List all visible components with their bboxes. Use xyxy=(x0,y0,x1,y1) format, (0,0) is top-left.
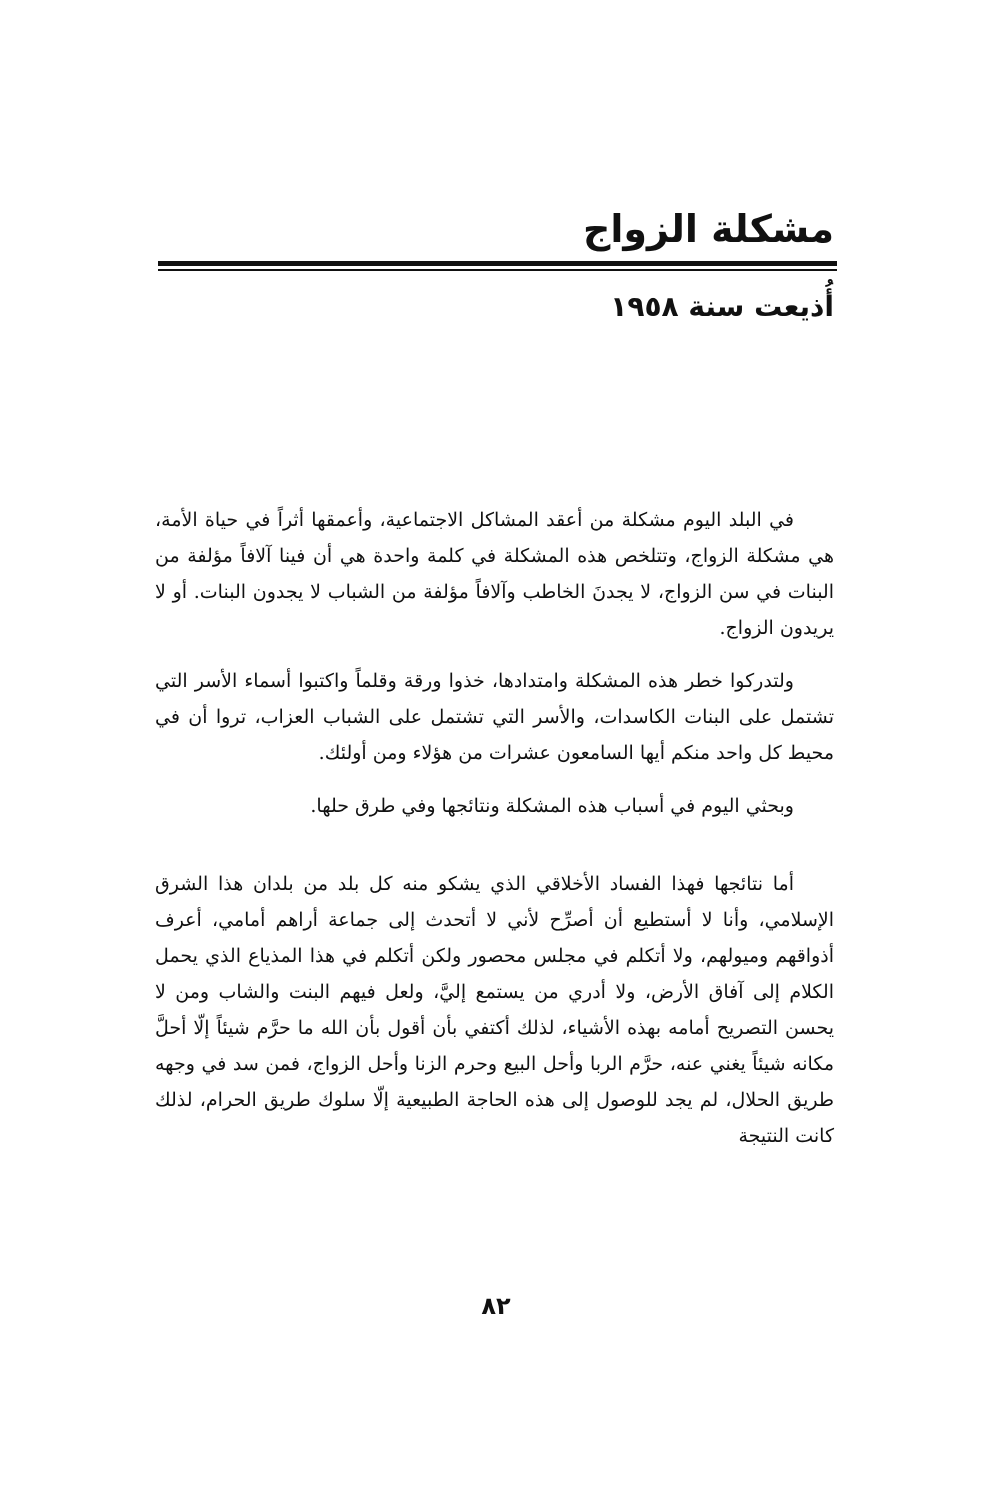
paragraph-1: في البلد اليوم مشكلة من أعقد المشاكل الاجتماعية، وأعمقها أثراً في حياة الأمة، هي مشكلة الزواج، وتتلخص هذه المشكلة في كلمة واحدة هي أن فينا آلافاً مؤلفة من البنات في سن الزواج، لا يجدنَ الخاطب وآلافاً مؤلفة من الشباب لا يجدون البنات. أو لا يريدون الزواج. xyxy=(155,509,834,639)
paragraph-2: ولتدركوا خطر هذه المشكلة وامتدادها، خذوا ورقة وقلماً واكتبوا أسماء الأسر التي تشتمل على البنات الكاسدات، والأسر التي تشتمل على الشباب العزاب، تروا أن في محيط كل واحد منكم أيها السامعون عشرات من هؤلاء ومن أولئك. xyxy=(155,670,834,764)
page-number: ٨٢ xyxy=(481,1292,511,1320)
paragraph-3: وبحثي اليوم في أسباب هذه المشكلة ونتائجها وفي طرق حلها. xyxy=(310,795,794,817)
paragraph-4: أما نتائجها فهذا الفساد الأخلاقي الذي يشكو منه كل بلد من بلدان هذا الشرق الإسلامي، وأنا لا أستطيع أن أصرِّح لأني لا أتحدث إلى جماعة أراهم أمامي، أعرف أذواقهم وميولهم، ولا أتكلم في مجلس محصور ولكن أتكلم في هذا المذياع الذي يحمل الكلام إلى آفاق الأرض، ولا أدري من يستمع إليَّ، ولعل فيهم البنت والشاب ومن لا يحسن التصريح أمامه بهذه الأشياء، لذلك أكتفي بأن أقول بأن الله ما حرَّم شيئاً إلّا أحلَّ مكانه شيئاً يغني عنه، حرَّم الربا وأحل البيع وحرم الزنا وأحل الزواج، فمن سد في وجهه طريق الحلال، لم يجد للوصول إلى هذه الحاجة الطبيعية إلّا سلوك طريق الحرام، لذلك كانت النتيجة xyxy=(155,873,834,1147)
chapter-title: مشكلة الزواج xyxy=(582,207,834,251)
body-text xyxy=(155,502,834,1171)
broadcast-date: أُذيعت سنة ١٩٥٨ xyxy=(610,290,834,323)
title-rule-thick xyxy=(158,261,837,266)
title-rule-thin xyxy=(158,269,837,271)
